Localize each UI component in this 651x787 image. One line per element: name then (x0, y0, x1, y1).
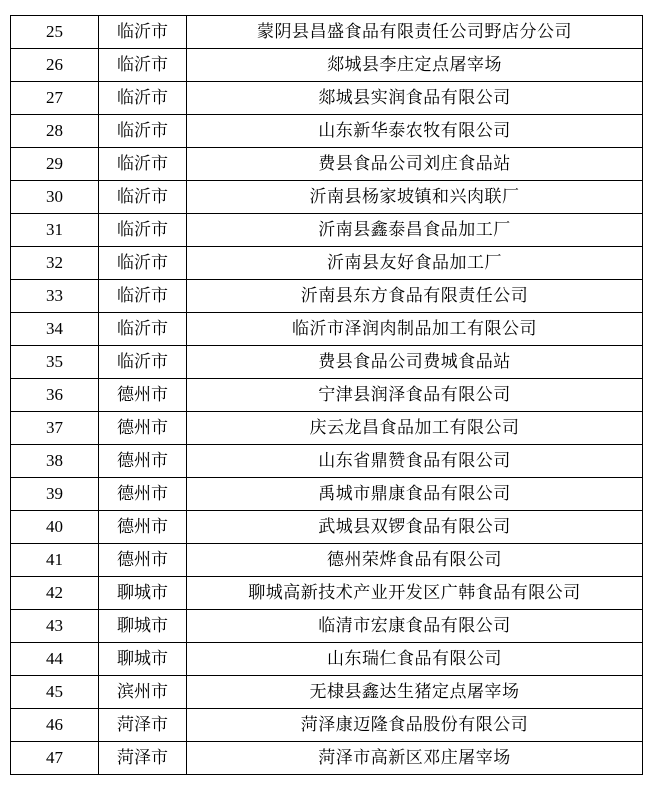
row-number: 28 (11, 115, 99, 148)
city-cell: 聊城市 (99, 610, 187, 643)
city-cell: 德州市 (99, 379, 187, 412)
city-cell: 德州市 (99, 511, 187, 544)
city-cell: 临沂市 (99, 16, 187, 49)
company-name-cell: 菏泽市高新区邓庄屠宰场 (187, 742, 643, 775)
city-cell: 临沂市 (99, 214, 187, 247)
company-name-cell: 菏泽康迈隆食品股份有限公司 (187, 709, 643, 742)
city-cell: 临沂市 (99, 148, 187, 181)
row-number: 40 (11, 511, 99, 544)
table-row (11, 610, 643, 643)
table-row (11, 511, 643, 544)
city-cell: 德州市 (99, 412, 187, 445)
city-cell: 临沂市 (99, 115, 187, 148)
row-number: 38 (11, 445, 99, 478)
row-number: 43 (11, 610, 99, 643)
row-number: 30 (11, 181, 99, 214)
slaughterhouse-table (10, 15, 643, 775)
company-name-cell: 山东瑞仁食品有限公司 (187, 643, 643, 676)
city-cell: 临沂市 (99, 82, 187, 115)
company-name-cell: 郯城县实润食品有限公司 (187, 82, 643, 115)
city-cell: 滨州市 (99, 676, 187, 709)
row-number: 34 (11, 313, 99, 346)
row-number: 31 (11, 214, 99, 247)
city-cell: 临沂市 (99, 346, 187, 379)
table-row (11, 346, 643, 379)
row-number: 42 (11, 577, 99, 610)
table-row (11, 148, 643, 181)
row-number: 29 (11, 148, 99, 181)
row-number: 32 (11, 247, 99, 280)
table-row (11, 280, 643, 313)
company-name-cell: 沂南县东方食品有限责任公司 (187, 280, 643, 313)
row-number: 35 (11, 346, 99, 379)
city-cell: 聊城市 (99, 643, 187, 676)
row-number: 26 (11, 49, 99, 82)
city-cell: 临沂市 (99, 280, 187, 313)
table-row (11, 676, 643, 709)
table-row (11, 115, 643, 148)
city-cell: 聊城市 (99, 577, 187, 610)
table-row (11, 709, 643, 742)
company-name-cell: 山东新华泰农牧有限公司 (187, 115, 643, 148)
table-row (11, 478, 643, 511)
row-number: 39 (11, 478, 99, 511)
company-name-cell: 郯城县李庄定点屠宰场 (187, 49, 643, 82)
city-cell: 德州市 (99, 544, 187, 577)
city-cell: 临沂市 (99, 313, 187, 346)
company-name-cell: 费县食品公司刘庄食品站 (187, 148, 643, 181)
company-name-cell: 无棣县鑫达生猪定点屠宰场 (187, 676, 643, 709)
city-cell: 德州市 (99, 445, 187, 478)
company-name-cell: 聊城高新技术产业开发区广韩食品有限公司 (187, 577, 643, 610)
table-row (11, 16, 643, 49)
city-cell: 临沂市 (99, 181, 187, 214)
table-row (11, 643, 643, 676)
table-row (11, 742, 643, 775)
company-name-cell: 沂南县友好食品加工厂 (187, 247, 643, 280)
city-cell: 德州市 (99, 478, 187, 511)
row-number: 47 (11, 742, 99, 775)
company-name-cell: 沂南县鑫泰昌食品加工厂 (187, 214, 643, 247)
company-name-cell: 宁津县润泽食品有限公司 (187, 379, 643, 412)
row-number: 46 (11, 709, 99, 742)
table-row (11, 412, 643, 445)
table-row (11, 379, 643, 412)
table-row (11, 313, 643, 346)
city-cell: 临沂市 (99, 49, 187, 82)
city-cell: 临沂市 (99, 247, 187, 280)
row-number: 37 (11, 412, 99, 445)
table-body (11, 16, 643, 775)
company-name-cell: 蒙阴县昌盛食品有限责任公司野店分公司 (187, 16, 643, 49)
row-number: 45 (11, 676, 99, 709)
table-row (11, 577, 643, 610)
table-row (11, 82, 643, 115)
row-number: 27 (11, 82, 99, 115)
company-name-cell: 山东省鼎赞食品有限公司 (187, 445, 643, 478)
table-row (11, 544, 643, 577)
company-name-cell: 临清市宏康食品有限公司 (187, 610, 643, 643)
row-number: 33 (11, 280, 99, 313)
row-number: 44 (11, 643, 99, 676)
company-name-cell: 德州荣烨食品有限公司 (187, 544, 643, 577)
company-name-cell: 沂南县杨家坡镇和兴肉联厂 (187, 181, 643, 214)
row-number: 25 (11, 16, 99, 49)
city-cell: 菏泽市 (99, 709, 187, 742)
table-row (11, 247, 643, 280)
row-number: 41 (11, 544, 99, 577)
table-row (11, 49, 643, 82)
row-number: 36 (11, 379, 99, 412)
city-cell: 菏泽市 (99, 742, 187, 775)
company-name-cell: 庆云龙昌食品加工有限公司 (187, 412, 643, 445)
company-name-cell: 费县食品公司费城食品站 (187, 346, 643, 379)
company-name-cell: 武城县双锣食品有限公司 (187, 511, 643, 544)
document-page (10, 15, 642, 775)
table-row (11, 214, 643, 247)
table-row (11, 181, 643, 214)
table-row (11, 445, 643, 478)
company-name-cell: 临沂市泽润肉制品加工有限公司 (187, 313, 643, 346)
company-name-cell: 禹城市鼎康食品有限公司 (187, 478, 643, 511)
